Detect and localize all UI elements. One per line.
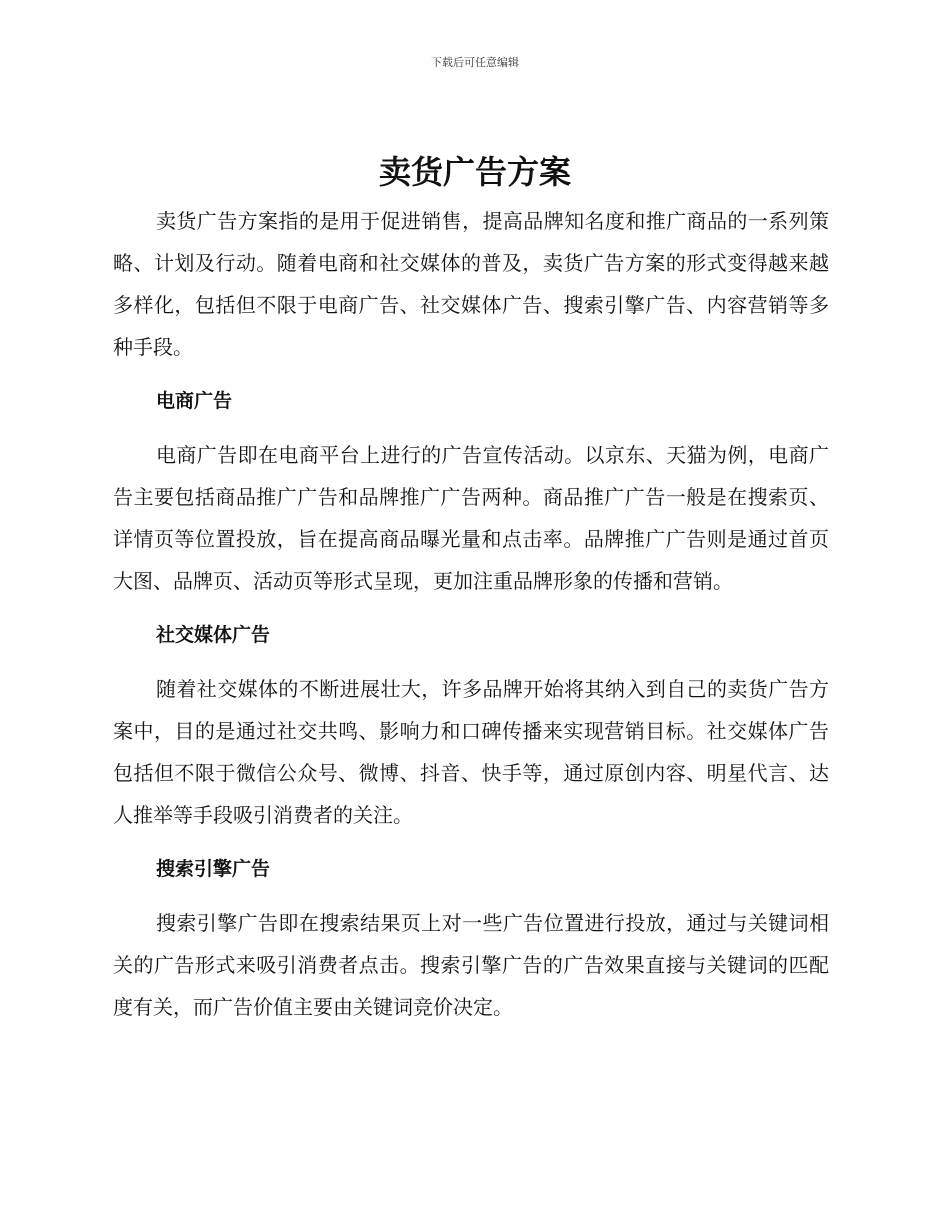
section-heading-ecommerce: 电商广告 [156, 390, 233, 412]
section-body-ecommerce: 电商广告即在电商平台上进行的广告宣传活动。以京东、天猫为例，电商广告主要包括商品推广广告和品牌推广广告两种。商品推广广告一般是在搜索页、详情页等位置投放，旨在提高商品曝光量和点击率。品牌推广广告则是通过首页大图、品牌页、活动页等形式呈现，更加注重品牌形象的传播和营销。 [113, 443, 829, 593]
section-body-social-media: 随着社交媒体的不断进展壮大，许多品牌开始将其纳入到自己的卖货广告方案中，目的是通过社交共鸣、影响力和口碑传播来实现营销目标。社交媒体广告包括但不限于微信公众号、微博、抖音、快手等，通过原创内容、明星代言、达人推举等手段吸引消费者的关注。 [113, 677, 829, 827]
document-title: 卖货广告方案 [378, 153, 571, 191]
section-body-search-engine: 搜索引擎广告即在搜索结果页上对一些广告位置进行投放，通过与关键词相关的广告形式来吸引消费者点击。搜索引擎广告的广告效果直接与关键词的匹配度有关，而广告价值主要由关键词竞价决定。 [113, 911, 829, 1019]
intro-paragraph: 卖货广告方案指的是用于促进销售，提高品牌知名度和推广商品的一系列策略、计划及行动。随着电商和社交媒体的普及，卖货广告方案的形式变得越来越多样化，包括但不限于电商广告、社交媒体广告、搜索引擎广告、内容营销等多种手段。 [113, 209, 829, 359]
section-heading-social-media: 社交媒体广告 [156, 624, 271, 646]
page-header-note: 下载后可任意编辑 [431, 56, 519, 69]
document-body [113, 200, 829, 1028]
section-heading-search-engine: 搜索引擎广告 [156, 858, 271, 880]
